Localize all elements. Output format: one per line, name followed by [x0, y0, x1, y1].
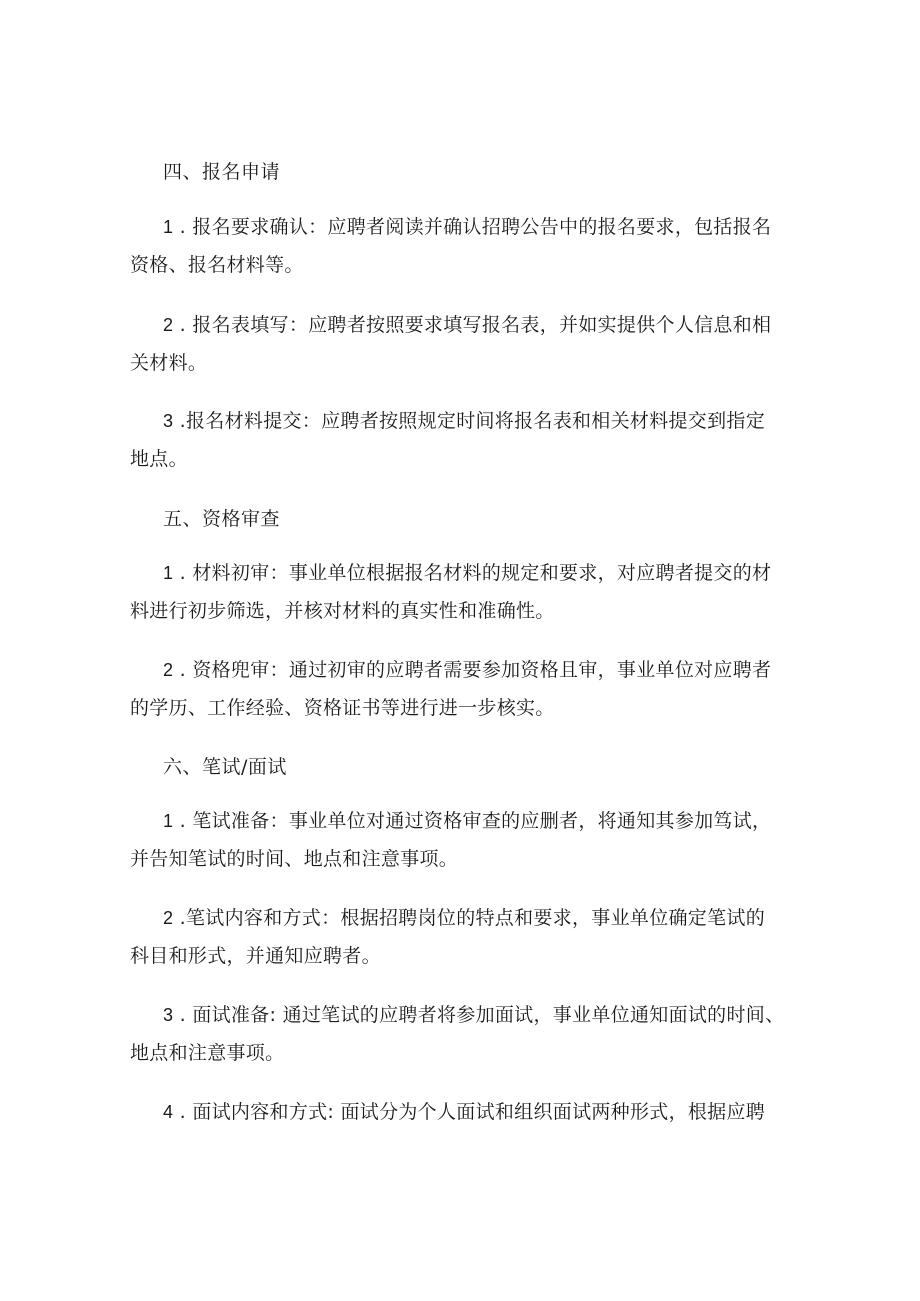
item-first-line [130, 996, 795, 1034]
item-text: .报名材料提交：应聘者按照规定时间将报名表和相关材料提交到指定 [173, 410, 765, 432]
list-item [130, 651, 795, 727]
item-continuation: 并告知笔试的时间、地点和注意事项。 [130, 848, 459, 870]
item-number: 1 [163, 217, 174, 237]
section-heading: 六、笔试/面试 [163, 756, 287, 778]
item-text: . 报名表填写：应聘者按照要求填写报名表，并如实提供个人信息和相 [173, 314, 772, 336]
item-first-line [130, 1093, 795, 1131]
item-number: 3 [163, 411, 174, 431]
item-number: 3 [163, 1005, 174, 1025]
item-number: 2 [163, 908, 174, 928]
list-item [130, 996, 795, 1072]
item-continuation: 料进行初步筛选，并核对材料的真实性和准确性。 [130, 600, 555, 622]
item-first-line [130, 402, 795, 440]
item-number: 2 [163, 660, 174, 680]
list-item [130, 208, 795, 284]
item-first-line [130, 208, 795, 246]
list-item [130, 402, 795, 478]
item-text: .笔试内容和方式：根据招聘岗位的特点和要求，事业单位确定笔试的 [173, 907, 765, 929]
item-number: 1 [163, 811, 174, 831]
item-first-line [130, 306, 795, 344]
item-number: 4 [163, 1102, 174, 1122]
item-continuation: 地点和注意事项。 [130, 1042, 285, 1064]
item-first-line [130, 802, 795, 840]
item-text: . 面试内容和方式: 面试分为个人面试和组织面试两种形式，根据应聘 [173, 1101, 766, 1123]
item-continuation: 地点。 [130, 448, 188, 470]
item-text: . 报名要求确认：应聘者阅读并确认招聘公告中的报名要求，包括报名 [173, 216, 772, 238]
section-heading: 四、报名申请 [163, 161, 281, 183]
item-continuation: 资格、报名材料等。 [130, 254, 304, 276]
item-text: . 资格兜审：通过初审的应聘者需要参加资格且审，事业单位对应聘者 [173, 659, 772, 681]
list-item [130, 802, 795, 878]
item-number: 2 [163, 315, 174, 335]
item-text: . 面试准备: 通过笔试的应聘者将参加面试，事业单位通知面试的时间、 [173, 1004, 785, 1026]
item-first-line [130, 899, 795, 937]
item-text: . 笔试准备：事业单位对通过资格审查的应删者，将通知其参加笃试， [173, 810, 772, 832]
item-number: 1 [163, 563, 174, 583]
item-continuation: 的学历、工作经验、资格证书等进行进一步核实。 [130, 697, 555, 719]
item-continuation: 关材料。 [130, 352, 208, 374]
section-heading: 五、资格审查 [163, 508, 281, 530]
list-item [130, 899, 795, 975]
item-text: . 材料初审：事业单位根据报名材料的规定和要求，对应聘者提交的材 [173, 562, 772, 584]
list-item [130, 1093, 795, 1131]
item-first-line [130, 554, 795, 592]
list-item [130, 554, 795, 630]
item-first-line [130, 651, 795, 689]
item-continuation: 科目和形式，并通知应聘者。 [130, 945, 381, 967]
list-item [130, 306, 795, 382]
